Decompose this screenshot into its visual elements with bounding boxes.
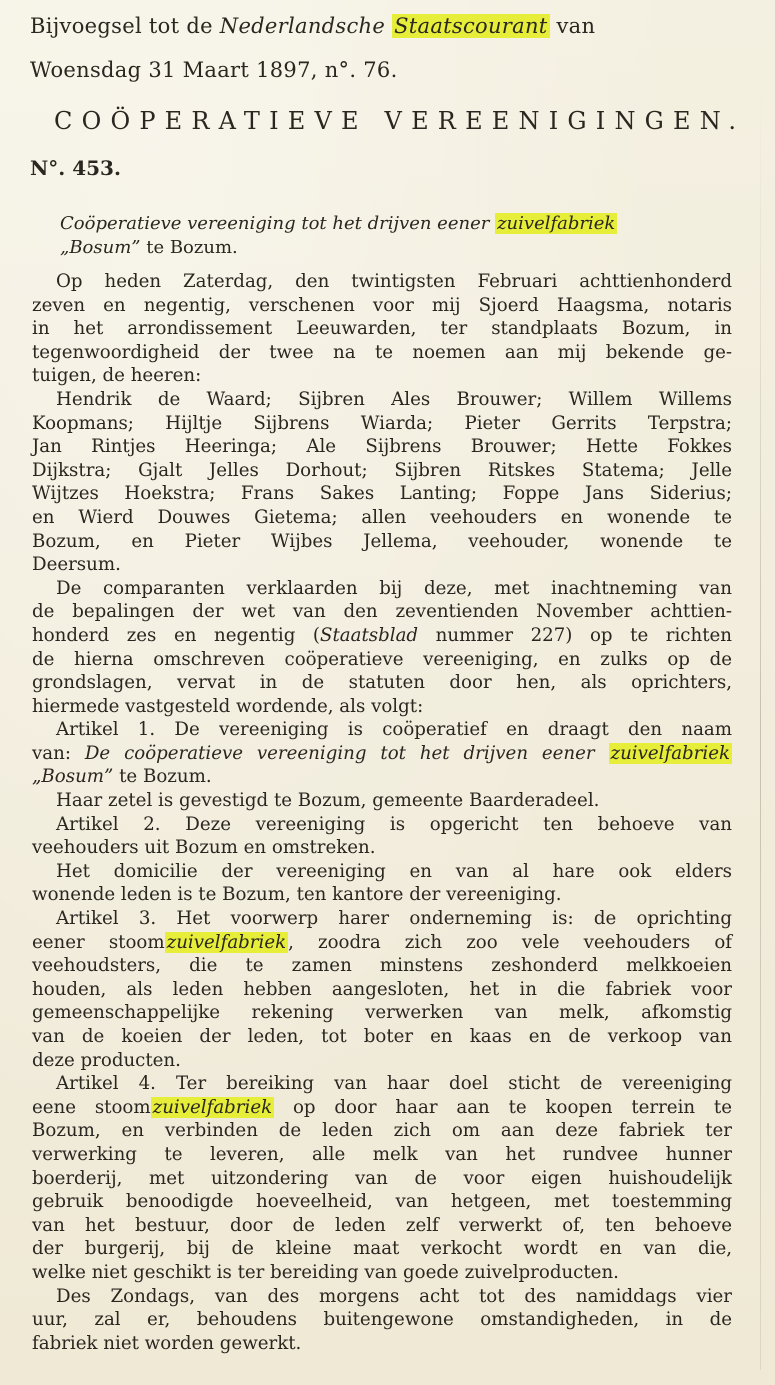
body-line: Jan Rintjes Heeringa; Ale Sijbrens Brouwer; Hette Fokkes bbox=[32, 436, 732, 458]
body-line: tegenwoordigheid der twee na te noemen aan mij bekende ge- bbox=[32, 341, 732, 363]
body-line: in het arrondissement Leeuwarden, ter standplaats Bozum, in bbox=[32, 318, 732, 340]
body-line: wonende leden is te Bozum, ten kantore der vereeniging. bbox=[32, 884, 562, 906]
body-line: verwerking te leveren, alle melk van het rundvee hunner bbox=[32, 1143, 732, 1165]
body-line: de hierna omschreven coöperatieve vereeniging, en zulks op de bbox=[32, 648, 732, 670]
body-line: van: De coöperatieve vereeniging tot het drijven eener zuivelfabriek bbox=[32, 742, 730, 764]
body-line: hiermede vastgesteld wordende, als volgt: bbox=[32, 695, 424, 717]
body-line: Bozum, en Pieter Wijbes Jellema, veehouder, wonende te bbox=[32, 530, 732, 552]
header-suffix: van bbox=[549, 14, 596, 38]
body-line: Hendrik de Waard; Sijbren Ales Brouwer; Willem Willems bbox=[56, 388, 732, 410]
body-line: Bozum, en verbinden de leden zich om aan deze fabriek ter bbox=[32, 1120, 732, 1142]
subtitle-italic: Coöperatieve vereeniging tot het drijven eener bbox=[60, 213, 490, 234]
body-line: Dijkstra; Gjalt Jelles Dorhout; Sijbren Ritskes Statema; Jelle bbox=[32, 459, 732, 481]
body-line: boerderij, met uitzondering van de voor eigen huishoudelijk bbox=[32, 1167, 732, 1189]
body-line: Op heden Zaterdag, den twintigsten Februari achttienhonderd bbox=[56, 271, 732, 292]
body-line: der burgerij, bij de kleine maat verkocht wordt en van die, bbox=[32, 1238, 732, 1260]
body-line: honderd zes en negentig (Staatsblad nummer 227) op te richten bbox=[32, 624, 732, 646]
highlighted-phrase: zuivelfabriek bbox=[166, 931, 287, 953]
body-line: gemeenschappelijke rekening verwerken van melk, afkomstig bbox=[32, 1002, 732, 1024]
body-line: Deersum. bbox=[32, 554, 121, 576]
body-line: gebruik benoodigde hoeveelheid, van hetgeen, met toestemming bbox=[32, 1191, 732, 1213]
body-line: eener stoom zuivelfabriek , zoodra zich zoo vele veehouders of bbox=[32, 931, 732, 953]
body-line: van de koeien der leden, tot boter en kaas en de verkoop van bbox=[32, 1026, 732, 1047]
association-subtitle bbox=[60, 212, 740, 260]
body-line: Artikel 1. De vereeniging is coöperatief en draagt den naam bbox=[56, 719, 732, 741]
subtitle-highlight: zuivelfabriek bbox=[497, 213, 616, 234]
body-line: veehouders uit Bozum en omstreken. bbox=[32, 837, 376, 859]
section-title: COÖPERATIEVE VEREENIGINGEN. bbox=[54, 107, 746, 135]
body-line: uur, zal er, behoudens buitengewone omstandigheden, in de bbox=[32, 1309, 732, 1331]
subtitle-line-2 bbox=[60, 236, 740, 260]
body-line: Artikel 4. Ter bereiking van haar doel sticht de vereeniging bbox=[56, 1073, 732, 1095]
body-line: Artikel 2. Deze vereeniging is opgericht ten behoeve van bbox=[56, 813, 732, 835]
body-line: grondslagen, vervat in de statuten door hen, als oprichters, bbox=[32, 672, 732, 694]
body-line: welke niet geschikt is ter bereiding van goede zuivelproducten. bbox=[32, 1261, 619, 1283]
body-line: Des Zondags, van des morgens acht tot des namiddags vier bbox=[56, 1285, 732, 1307]
body-line: houden, als leden hebben aangesloten, het in die fabriek voor bbox=[32, 978, 732, 1000]
highlighted-phrase: zuivelfabriek bbox=[152, 1096, 273, 1118]
body-line: zeven en negentig, verschenen voor mij Sjoerd Haagsma, notaris bbox=[32, 294, 732, 316]
header-prefix: Bijvoegsel tot de bbox=[30, 14, 220, 38]
body-line: Artikel 3. Het voorwerp harer onderneming is: de oprichting bbox=[56, 908, 732, 930]
italic-phrase: „Bosum” bbox=[32, 766, 114, 788]
subtitle-name: „Bosum” bbox=[60, 237, 141, 258]
supplement-header-line bbox=[30, 14, 595, 38]
highlighted-phrase: zuivelfabriek bbox=[610, 742, 730, 764]
body-line: deze producten. bbox=[32, 1049, 181, 1071]
page-fold-line bbox=[760, 90, 761, 1370]
issue-date-line: Woensdag 31 Maart 1897, n°. 76. bbox=[30, 58, 398, 82]
body-line: de bepalingen der wet van den zeventienden November achttien- bbox=[32, 601, 732, 623]
subtitle-line-1 bbox=[60, 212, 740, 236]
body-line: tuigen, de heeren: bbox=[32, 365, 202, 387]
body-line: Wijtzes Hoekstra; Frans Sakes Lanting; Foppe Jans Siderius; bbox=[32, 483, 732, 505]
body-line: eene stoom zuivelfabriek op door haar aan te koopen terrein te bbox=[32, 1096, 732, 1118]
body-line: en Wierd Douwes Gietema; allen veehouders en wonende te bbox=[32, 506, 732, 528]
body-line: Haar zetel is gevestigd te Bozum, gemeente Baarderadeel. bbox=[56, 790, 600, 812]
document-number: N°. 453. bbox=[30, 156, 121, 180]
body-line: De comparanten verklaarden bij deze, met inachtneming van bbox=[56, 577, 732, 599]
body-line: van het bestuur, door de leden zelf verwerkt of, ten behoeve bbox=[32, 1214, 732, 1236]
body-line: Koopmans; Hijltje Sijbrens Wiarda; Pieter Gerrits Terpstra; bbox=[32, 412, 732, 434]
body-line: „Bosum” te Bozum. bbox=[32, 766, 212, 788]
header-paper-name-highlight: Staatscourant bbox=[394, 14, 548, 38]
body-line: Het domicilie der vereeniging en van al hare ook elders bbox=[56, 860, 732, 882]
body-line: fabriek niet worden gewerkt. bbox=[32, 1332, 302, 1354]
italic-phrase: Staatsblad bbox=[320, 624, 419, 646]
header-paper-name: Nederlandsche bbox=[219, 14, 386, 38]
italic-phrase: De coöperatieve vereeniging tot het drijven eener bbox=[84, 742, 595, 764]
body-line: veehoudsters, die te zamen minstens zeshonderd melkkoeien bbox=[32, 955, 732, 977]
subtitle-place: te Bozum. bbox=[140, 237, 238, 258]
article-body bbox=[32, 270, 732, 1355]
